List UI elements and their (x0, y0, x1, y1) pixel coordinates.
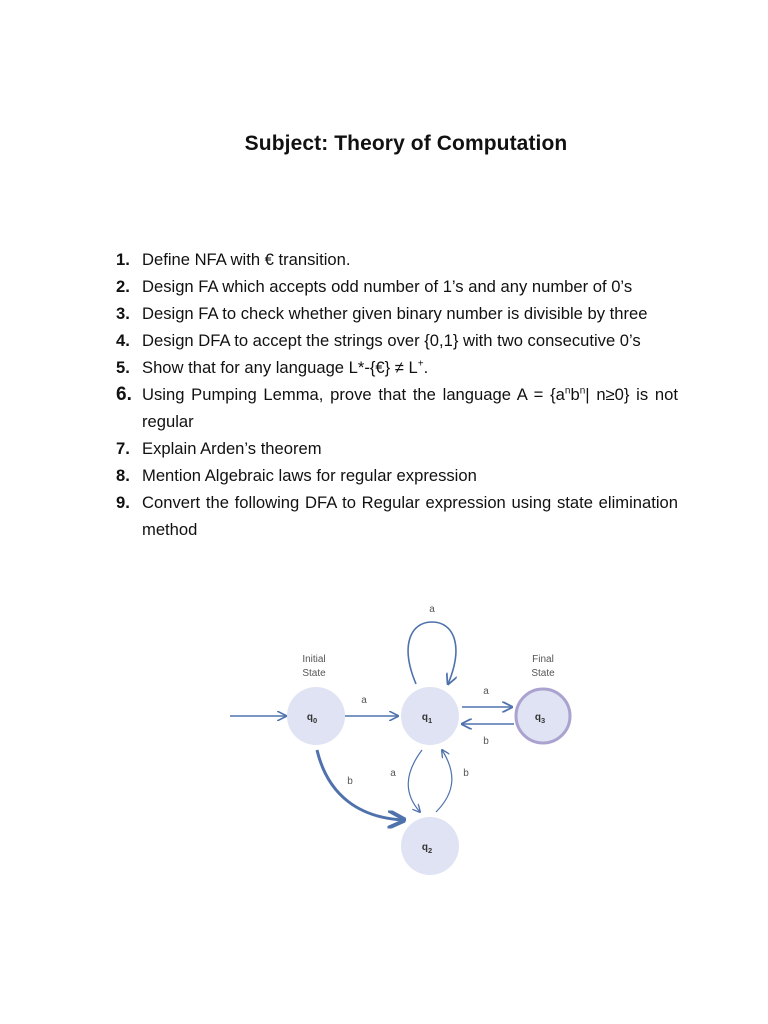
label-q3-q1: b (483, 736, 489, 747)
question-text: Explain Arden’s theorem (142, 439, 322, 458)
question-number: 6. (116, 384, 132, 405)
question-text-part: b (570, 385, 580, 404)
question-number: 8. (116, 466, 130, 485)
question-item (116, 300, 678, 327)
question-text: Design DFA to accept the strings over {0,1} with two consecutive 0’s (142, 331, 641, 350)
question-text (142, 381, 678, 435)
question-text-part: . (423, 358, 429, 377)
page-title: Subject: Theory of Computation (244, 132, 568, 155)
label-q1-q2: a (390, 768, 396, 779)
question-text-part: Using Pumping Lemma, prove that the language A = {a (142, 385, 565, 404)
state-name-base: q (306, 712, 313, 723)
state-name-sub: 0 (312, 716, 318, 725)
state-name-sub: 1 (427, 716, 433, 725)
state-name-sub: 3 (540, 716, 546, 725)
question-text: Design FA which accepts odd number of 1’s and any number of 0’s (142, 277, 633, 296)
initial-state-label-line1: Initial (302, 654, 326, 665)
question-text-part: Show that for any language L*-{€} ≠ L (142, 358, 418, 377)
question-text-part: | n≥0} is not regular (142, 385, 678, 431)
final-state-label-line2: State (531, 668, 555, 679)
question-item (116, 435, 678, 462)
edge-q2-q1 (436, 750, 452, 812)
question-text: Define NFA with € transition. (142, 250, 351, 269)
state-name-base: q (421, 712, 428, 723)
superscript: + (417, 358, 424, 370)
question-item (116, 381, 678, 435)
question-number: 4. (116, 331, 130, 350)
question-text: Design FA to check whether given binary number is divisible by three (142, 304, 648, 323)
final-state-label-line1: Final (532, 654, 554, 665)
question-list (116, 246, 678, 543)
state-name-base: q (534, 712, 541, 723)
question-item (116, 354, 678, 381)
question-item (116, 489, 678, 543)
dfa-diagram (200, 596, 580, 886)
question-item (116, 246, 678, 273)
superscript: n (579, 385, 586, 397)
label-q0-q1: a (361, 695, 367, 706)
question-number: 5. (116, 358, 130, 377)
question-item (116, 462, 678, 489)
question-text: Convert the following DFA to Regular expression using state elimination method (142, 493, 678, 539)
question-number: 3. (116, 304, 130, 323)
question-number: 1. (116, 250, 130, 269)
edge-q1-q2 (408, 750, 422, 812)
edge-q1-self-loop (408, 622, 456, 684)
question-number: 9. (116, 493, 130, 512)
state-name-sub: 2 (427, 846, 433, 855)
superscript: n (564, 385, 571, 397)
label-q1-self: a (429, 604, 435, 615)
label-q2-q1: b (463, 768, 469, 779)
label-q0-q2: b (347, 776, 353, 787)
question-item (116, 327, 678, 354)
question-text (142, 354, 678, 381)
question-text: Mention Algebraic laws for regular expression (142, 466, 477, 485)
question-item (116, 273, 678, 300)
state-name-base: q (421, 842, 428, 853)
question-number: 7. (116, 439, 130, 458)
question-number: 2. (116, 277, 130, 296)
label-q1-q3: a (483, 686, 489, 697)
initial-state-label-line2: State (302, 668, 326, 679)
edge-q0-q2 (317, 750, 404, 820)
